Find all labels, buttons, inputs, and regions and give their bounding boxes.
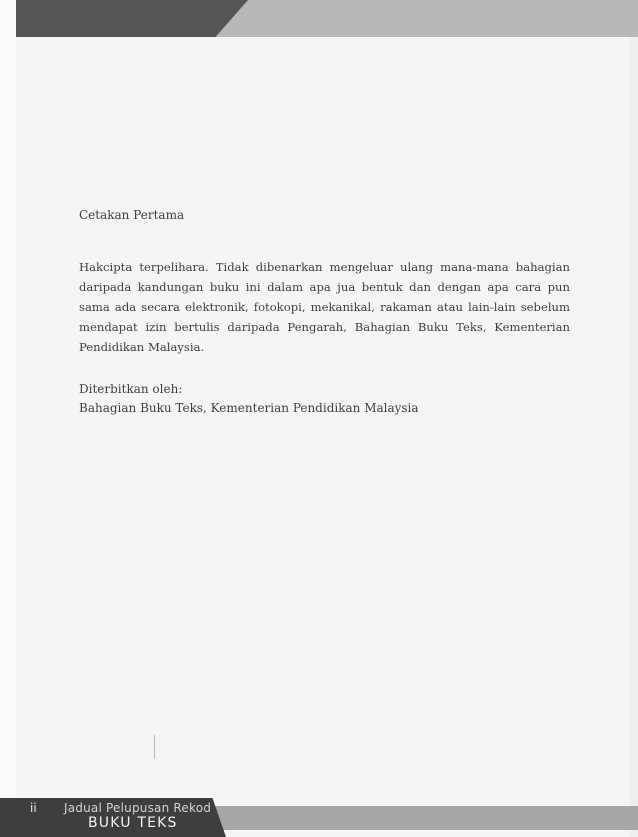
- page-number: ii: [30, 801, 37, 815]
- header-band-dark: [16, 0, 248, 37]
- scan-artifact-mark: [154, 735, 155, 759]
- copyright-paragraph: Hakcipta terpelihara. Tidak dibenarkan mengeluar ulang mana-mana bahagian daripada kandungan buku ini dalam apa jua bentuk dan dengan apa cara pun sama ada secara elektronik, fotokopi, mekanikal, rakaman atau lain-lain sebelum mendapat izin bertulis daripada Pengarah, Bahagian Buku Teks, Kementerian Pendidikan Malaysia.: [79, 260, 570, 354]
- footer-section-title: Jadual Pelupusan Rekod: [64, 801, 212, 815]
- header-band: [16, 0, 638, 37]
- published-by-label: Diterbitkan oleh:: [79, 382, 183, 396]
- edition-text: Cetakan Pertama: [79, 208, 185, 222]
- scan-left-edge: [0, 0, 16, 837]
- publisher-name: Bahagian Buku Teks, Kementerian Pendidikan Malaysia: [79, 401, 419, 415]
- scan-right-edge: [630, 0, 638, 837]
- footer-book-title: BUKU TEKS: [88, 815, 178, 831]
